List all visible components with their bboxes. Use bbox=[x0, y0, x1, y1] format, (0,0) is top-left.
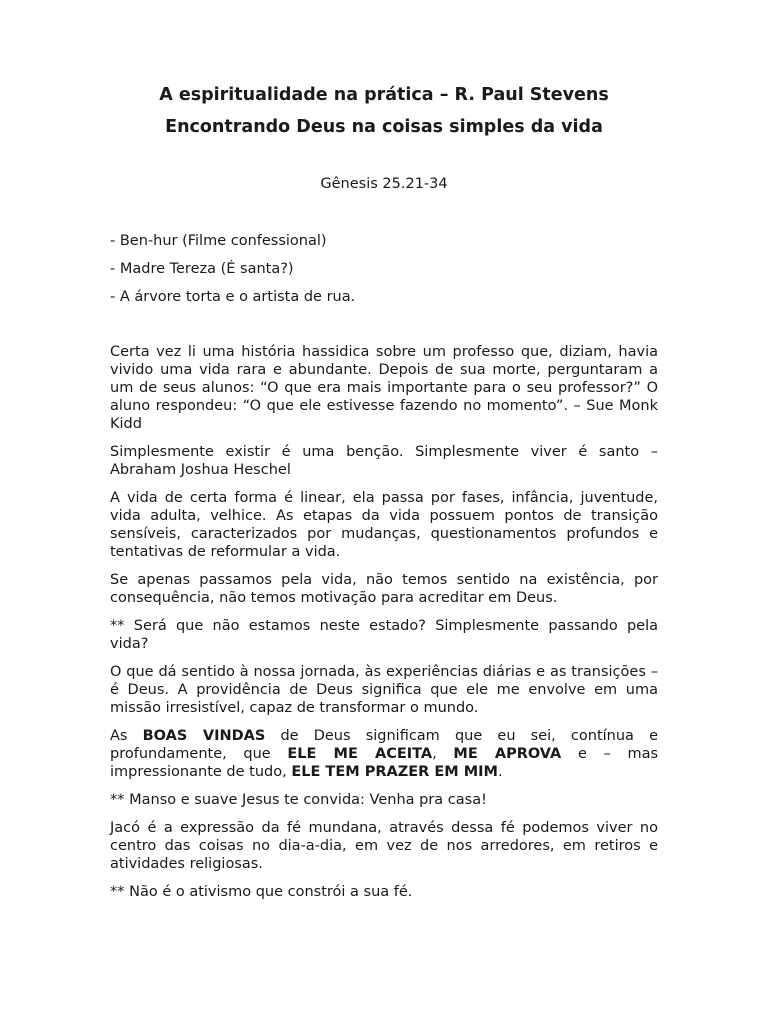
bullet-list bbox=[110, 231, 670, 315]
paragraph bbox=[110, 727, 658, 781]
text-run: As bbox=[110, 728, 143, 744]
paragraph: Se apenas passamos pela vida, não temos sentido na existência, por consequência, não temos motivação para acreditar em Deus. bbox=[110, 572, 658, 606]
text-run: e – mas impressionante de tudo, bbox=[110, 746, 659, 780]
list-item: - Ben-hur (Filme confessional) bbox=[110, 233, 327, 249]
bold-text: ELE TEM PRAZER EM MIM bbox=[291, 764, 498, 780]
paragraph: ** Não é o ativismo que constrói a sua fé. bbox=[110, 884, 413, 900]
paragraph: Certa vez li uma história hassidica sobre um professo que, diziam, havia vivido uma vida rara e abundante. Depois de sua morte, perguntaram a um de seus alunos: “O que era mais importante para o seu professor?” O aluno respondeu: “O que ele estivesse fazendo no momento”. – Sue Monk Kidd bbox=[110, 344, 658, 432]
text-run: , bbox=[432, 746, 454, 762]
list-item: - Madre Tereza (É santa?) bbox=[110, 261, 294, 277]
document-title: A espiritualidade na prática – R. Paul Stevens bbox=[159, 85, 609, 105]
text-run: . bbox=[497, 764, 503, 780]
text-run: de Deus significam que eu sei, contínua e profundamente, que bbox=[110, 728, 658, 762]
scripture-reference: Gênesis 25.21-34 bbox=[320, 176, 448, 192]
bold-text: ME APROVA bbox=[453, 746, 562, 762]
paragraph: O que dá sentido à nossa jornada, às experiências diárias e as transições – é Deus. A providência de Deus significa que ele me envolve em uma missão irresistível, capaz de transformar o mundo. bbox=[110, 664, 658, 716]
document-body bbox=[110, 343, 658, 911]
bold-text: BOAS VINDAS bbox=[142, 728, 266, 744]
bold-text: ELE ME ACEITA bbox=[287, 746, 433, 762]
list-item: - A árvore torta e o artista de rua. bbox=[110, 289, 356, 305]
paragraph: Simplesmente existir é uma benção. Simplesmente viver é santo – Abraham Joshua Heschel bbox=[110, 444, 658, 478]
paragraph: ** Manso e suave Jesus te convida: Venha pra casa! bbox=[110, 792, 487, 808]
paragraph: Jacó é a expressão da fé mundana, através dessa fé podemos viver no centro das coisas no dia-a-dia, em vez de nos arredores, em retiros e atividades religiosas. bbox=[110, 820, 658, 872]
paragraph: ** Será que não estamos neste estado? Simplesmente passando pela vida? bbox=[110, 618, 658, 652]
document-subtitle: Encontrando Deus na coisas simples da vida bbox=[165, 117, 603, 137]
paragraph: A vida de certa forma é linear, ela passa por fases, infância, juventude, vida adulta, velhice. As etapas da vida possuem pontos de transição sensíveis, caracterizados por mudanças, questionamentos profundos e tentativas de reformular a vida. bbox=[110, 490, 658, 560]
